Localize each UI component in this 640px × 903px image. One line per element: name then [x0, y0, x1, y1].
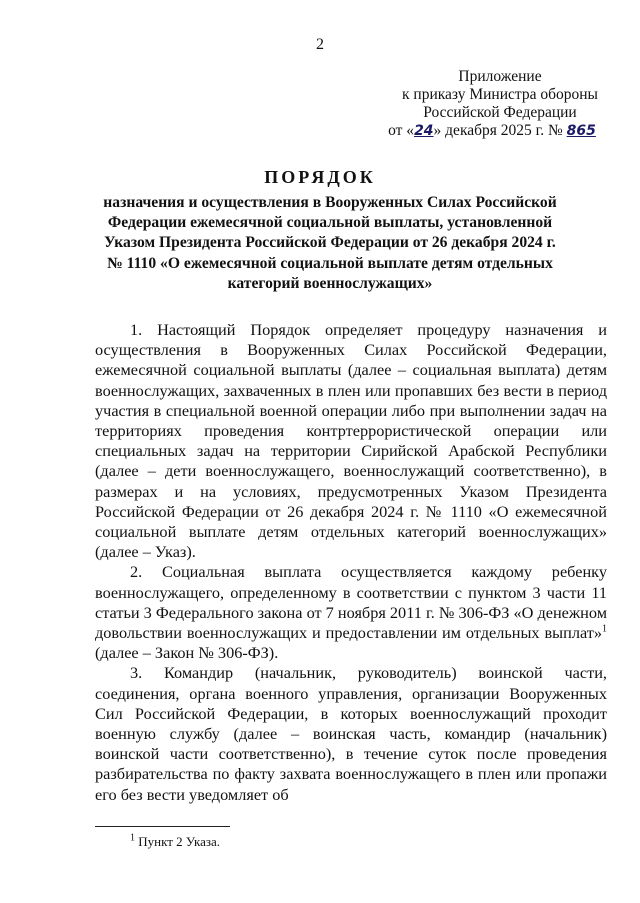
- appendix-block: [390, 68, 610, 140]
- paragraph-3: 3. Командир (начальник, руководитель) воинской части, соединения, органа военного управления, организации Вооруженных Сил Российской Федерации, в которых военнослужащий проходит военную службу (далее – воинская часть, командир (начальник) воинской части соответственно), в течение суток после проведения разбирательства по факту захвата военнослужащего в плен или пропажи его без вести уведомляет об: [95, 663, 607, 804]
- appendix-date-mid: » декабря 2025 г. №: [433, 122, 563, 139]
- handwritten-order-number: 865: [566, 123, 596, 139]
- paragraph-1: 1. Настоящий Порядок определяет процедуру назначения и осуществления в Вооруженных Силах Российской Федерации, ежемесячной социальной выплаты (далее – социальная выплата) детям военнослужащих, захваченных в плен или пропавших без вести в период участия в специальной военной операции либо при выполнении задач на территориях проведения контртеррористической операции или специальных задач на территории Сирийской Арабской Республики (далее – дети военнослужащего, военнослужащий соответственно), в размерах и на условиях, предусмотренных Указом Президента Российской Федерации от 26 декабря 2024 г. № 1110 «О ежемесячной социальной выплате детям отдельных категорий военнослужащих» (далее – Указ).: [95, 320, 607, 562]
- appendix-line1: Приложение: [458, 68, 542, 85]
- page-number: 2: [316, 36, 324, 53]
- document-subtitle: назначения и осуществления в Вооруженных Силах Российской Федерации ежемесячной социальной выплаты, установленной Указом Президента Российской Федерации от 26 декабря 2024 г. № 1110 «О ежемесячной социальной выплате детям отдельных категорий военнослужащих»: [103, 194, 557, 292]
- footnote-ref: 1: [602, 623, 607, 635]
- footnote: [130, 834, 220, 850]
- paragraph-2: [95, 562, 607, 663]
- appendix-date-prefix: от «: [388, 122, 415, 139]
- footnote-text: Пункт 2 Указа.: [135, 834, 221, 849]
- handwritten-day: 24: [414, 123, 434, 139]
- footnote-mark: 1: [130, 832, 135, 844]
- document-body: [95, 320, 607, 805]
- footnote-divider: [95, 826, 230, 827]
- document-title: ПОРЯДОК: [264, 167, 376, 187]
- appendix-date-line: [374, 122, 610, 140]
- paragraph-2-text: 2. Социальная выплата осуществляется каждому ребенку военнослужащего, определенному в соответствии с пунктом 3 части 11 статьи 3 Федерального закона от 7 ноября 2011 г. № 306-ФЗ «О денежном довольствии военнослужащих и предоставлении им отдельных выплат»: [95, 562, 607, 643]
- appendix-line3: Российской Федерации: [423, 104, 577, 121]
- appendix-line2: к приказу Министра обороны: [402, 86, 598, 103]
- paragraph-2-tail: (далее – Закон № 306-ФЗ).: [95, 643, 279, 663]
